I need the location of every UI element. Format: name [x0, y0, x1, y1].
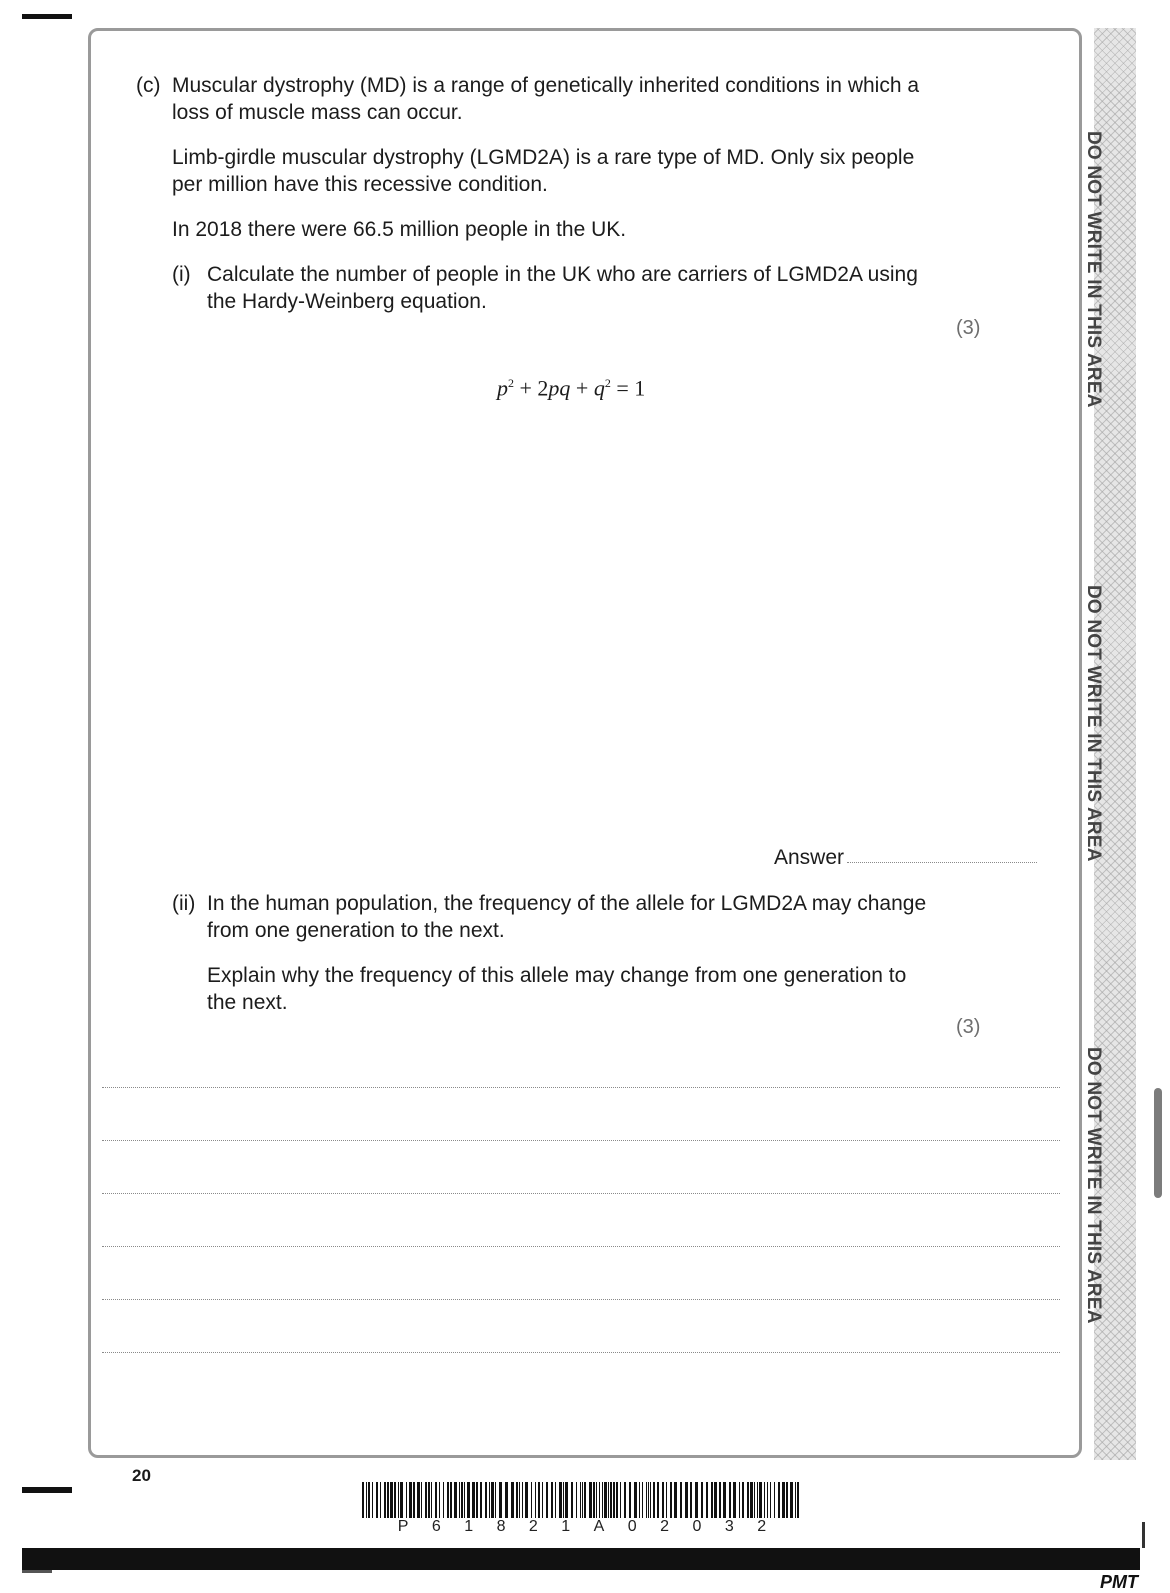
barcode-bar [610, 1482, 612, 1518]
barcode-digit: 3 [724, 1518, 734, 1535]
barcode-bar [425, 1482, 427, 1518]
barcode-bar [467, 1482, 470, 1518]
sub-ii-explain-line1: Explain why the frequency of this allele may change from one generation to [207, 964, 907, 987]
barcode-bar [764, 1482, 765, 1518]
barcode-bar [747, 1482, 749, 1518]
barcode-bar [629, 1482, 631, 1518]
barcode-bar [742, 1482, 744, 1518]
barcode-bar [733, 1482, 736, 1518]
sub-ii-label: (ii) [172, 892, 196, 915]
barcode-bar [459, 1482, 460, 1518]
barcode-bar [531, 1482, 532, 1518]
part-c-line2: loss of muscle mass can occur. [172, 101, 463, 124]
barcode-bar [417, 1482, 420, 1518]
para2-line1: Limb-girdle muscular dystrophy (LGMD2A) is a rare type of MD. Only six people [172, 146, 915, 169]
barcode-bar [642, 1482, 643, 1518]
answer-label: Answer [774, 846, 845, 869]
barcode-digit: 2 [757, 1518, 767, 1535]
eq-pq: pq [548, 375, 571, 401]
eq-p: p [497, 375, 508, 401]
barcode-bar [372, 1482, 373, 1518]
barcode-bar [563, 1482, 564, 1518]
answer-writing-line[interactable] [102, 1299, 1060, 1300]
barcode-bar [368, 1482, 370, 1518]
barcode-bar [542, 1482, 543, 1518]
barcode-bar [602, 1482, 603, 1518]
top-margin-mark [22, 14, 72, 19]
barcode-digit: 1 [464, 1518, 474, 1535]
sub-i-line1: Calculate the number of people in the UK who are carriers of LGMD2A using [207, 263, 918, 286]
barcode-bar [447, 1482, 449, 1518]
barcode-bar [739, 1482, 740, 1518]
barcode-bar [584, 1482, 586, 1518]
barcode-bar [421, 1482, 422, 1518]
barcode-digit: P [397, 1518, 409, 1535]
barcode-bar [495, 1482, 496, 1518]
eq-p-exp: 2 [508, 376, 514, 390]
barcode-bar [519, 1482, 520, 1518]
barcode-bar [461, 1482, 463, 1518]
barcode-bar [525, 1482, 528, 1518]
barcode-bar [538, 1482, 540, 1518]
barcode-bar [634, 1482, 637, 1518]
barcode-bar [505, 1482, 508, 1518]
barcode-bar [555, 1482, 556, 1518]
barcode-bar [398, 1482, 399, 1518]
bottom-margin-mark [22, 1487, 72, 1493]
barcode-bar [786, 1482, 788, 1518]
barcode-bar [450, 1482, 452, 1518]
barcode-bar [750, 1482, 753, 1518]
barcode-bar [472, 1482, 475, 1518]
barcode-bar [646, 1482, 647, 1518]
barcode-bar [551, 1482, 553, 1518]
barcode-bar [670, 1482, 672, 1518]
barcode-digit: 1 [561, 1518, 571, 1535]
page-number: 20 [132, 1466, 151, 1485]
barcode-bar [657, 1482, 659, 1518]
barcode-bar [435, 1482, 437, 1518]
barcode-bar [582, 1482, 583, 1518]
barcode-bar [380, 1482, 381, 1518]
barcode-bar [719, 1482, 721, 1518]
answer-writing-line[interactable] [102, 1140, 1060, 1141]
barcode-bar [790, 1482, 793, 1518]
barcode-digit: A [593, 1518, 605, 1535]
page-edge [1142, 1522, 1145, 1548]
barcode-bar [774, 1482, 775, 1518]
barcode-digit: 0 [692, 1518, 702, 1535]
barcode-bar [522, 1482, 523, 1518]
barcode-bar [685, 1482, 688, 1518]
barcode-bar [476, 1482, 478, 1518]
barcode-bar [516, 1482, 518, 1518]
barcode-bar [795, 1482, 796, 1518]
barcode-bar [653, 1482, 655, 1518]
barcode [362, 1482, 802, 1518]
barcode-bar [390, 1482, 393, 1518]
barcode-digit: 6 [431, 1518, 441, 1535]
barcode-bar [770, 1482, 771, 1518]
barcode-bar [362, 1482, 364, 1518]
barcode-bar [706, 1482, 708, 1518]
part-c-label: (c) [136, 74, 161, 97]
scrollbar-thumb[interactable] [1154, 1088, 1162, 1198]
barcode-bar [580, 1482, 581, 1518]
barcode-bar [604, 1482, 607, 1518]
eq-plus2: + [570, 375, 594, 401]
sub-i-marks: (3) [956, 317, 981, 339]
eq-q: q [593, 375, 605, 401]
eq-equals: = 1 [610, 375, 646, 401]
barcode-digits [362, 1518, 802, 1536]
barcode-bar [767, 1482, 768, 1518]
barcode-bar [464, 1482, 465, 1518]
barcode-bar [485, 1482, 487, 1518]
barcode-bar [674, 1482, 677, 1518]
barcode-bar [782, 1482, 785, 1518]
barcode-bar [662, 1482, 664, 1518]
barcode-digit: 2 [528, 1518, 538, 1535]
barcode-bar [366, 1482, 367, 1518]
answer-writing-line[interactable] [102, 1246, 1060, 1247]
sub-ii-explain-line2: the next. [207, 991, 288, 1014]
footer-bar [22, 1548, 1140, 1570]
barcode-bar [491, 1482, 494, 1518]
barcode-bar [394, 1482, 396, 1518]
barcode-bar [650, 1482, 651, 1518]
barcode-digit: 2 [660, 1518, 670, 1535]
barcode-bar [754, 1482, 755, 1518]
barcode-bar [624, 1482, 626, 1518]
barcode-bar [431, 1482, 432, 1518]
barcode-bar [400, 1482, 403, 1518]
answer-writing-line[interactable] [102, 1193, 1060, 1194]
margin-warning-middle: DO NOT WRITE IN THIS AREA [1083, 585, 1104, 862]
barcode-bar [608, 1482, 609, 1518]
barcode-bar [599, 1482, 600, 1518]
sub-ii-marks: (3) [956, 1016, 981, 1038]
barcode-bar [428, 1482, 430, 1518]
barcode-bar [409, 1482, 412, 1518]
sub-i-line2: the Hardy-Weinberg equation. [207, 290, 487, 313]
barcode-bar [387, 1482, 389, 1518]
barcode-bar [593, 1482, 595, 1518]
sub-i-label: (i) [172, 263, 191, 286]
barcode-bar [666, 1482, 667, 1518]
barcode-bar [620, 1482, 621, 1518]
barcode-bar [648, 1482, 649, 1518]
margin-warning-bottom: DO NOT WRITE IN THIS AREA [1083, 1047, 1104, 1324]
barcode-bar [613, 1482, 615, 1518]
barcode-bar [559, 1482, 562, 1518]
barcode-bar [565, 1482, 568, 1518]
barcode-bar [701, 1482, 703, 1518]
barcode-bar [439, 1482, 440, 1518]
answer-line[interactable] [847, 862, 1037, 863]
answer-writing-line[interactable] [102, 1087, 1060, 1088]
barcode-bar [571, 1482, 573, 1518]
barcode-bar [596, 1482, 597, 1518]
para2-line2: per million have this recessive condition. [172, 173, 548, 196]
part-c-line1: Muscular dystrophy (MD) is a range of genetically inherited conditions in which a [172, 74, 920, 97]
barcode-bar [480, 1482, 482, 1518]
barcode-bar [376, 1482, 378, 1518]
barcode-bar [729, 1482, 731, 1518]
barcode-bar [546, 1482, 548, 1518]
barcode-bar [576, 1482, 577, 1518]
barcode-bar [499, 1482, 502, 1518]
para3: In 2018 there were 66.5 million people in the UK. [172, 218, 627, 241]
barcode-bar [511, 1482, 514, 1518]
sub-ii-line1: In the human population, the frequency of the allele for LGMD2A may change [207, 892, 927, 915]
barcode-bar [443, 1482, 444, 1518]
pmt-label: PMT [1100, 1572, 1138, 1592]
eq-q-exp: 2 [604, 376, 611, 390]
barcode-bar [778, 1482, 780, 1518]
barcode-bar [454, 1482, 457, 1518]
barcode-bar [413, 1482, 415, 1518]
barcode-bar [695, 1482, 698, 1518]
barcode-bar [759, 1482, 762, 1518]
barcode-bar [639, 1482, 640, 1518]
hardy-weinberg-equation [497, 370, 645, 401]
barcode-bar [616, 1482, 618, 1518]
barcode-bar [535, 1482, 536, 1518]
barcode-bar [406, 1482, 407, 1518]
barcode-bar [711, 1482, 713, 1518]
barcode-digit: 0 [627, 1518, 637, 1535]
barcode-bar [714, 1482, 717, 1518]
barcode-bar [757, 1482, 758, 1518]
barcode-bar [680, 1482, 682, 1518]
footer-mark [22, 1570, 52, 1573]
barcode-bar [723, 1482, 726, 1518]
sub-ii-line2: from one generation to the next. [207, 919, 505, 942]
barcode-bar [489, 1482, 490, 1518]
barcode-bar [589, 1482, 592, 1518]
answer-writing-line[interactable] [102, 1352, 1060, 1353]
barcode-bar [384, 1482, 386, 1518]
barcode-bar [797, 1482, 799, 1518]
eq-plus1: + 2 [514, 375, 549, 401]
margin-warning-top: DO NOT WRITE IN THIS AREA [1083, 131, 1104, 408]
barcode-bar [690, 1482, 692, 1518]
barcode-digit: 8 [496, 1518, 506, 1535]
